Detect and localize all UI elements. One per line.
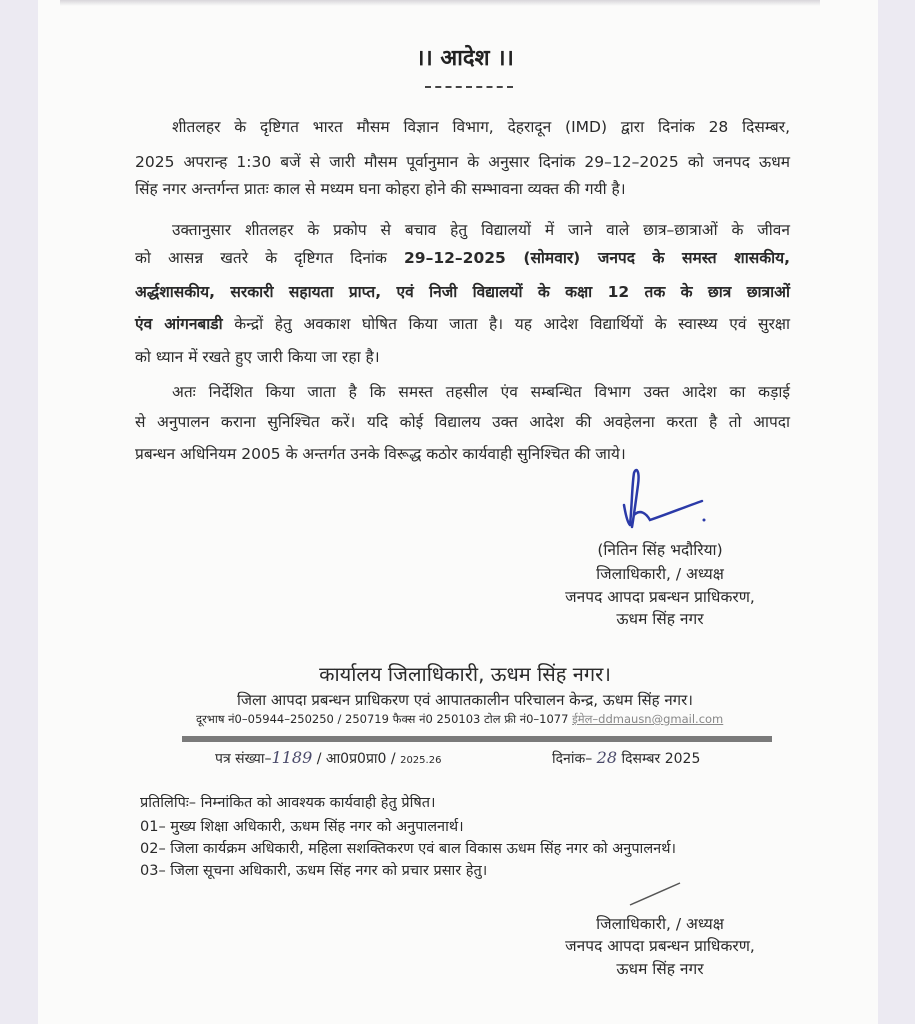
signatory-name: (नितिन सिंह भदौरिया): [597, 541, 723, 559]
paragraph3-line: से अनुपालन कराना सुनिश्चित करें। यदि कोई विद्यालय उक्त आदेश की अवहेलना करता है तो आपदा: [135, 413, 790, 431]
letter-number: [215, 748, 441, 768]
office-subtitle: जिला आपदा प्रबन्धन प्राधिकरण एवं आपातकालीन परिचालन केन्द्र, ऊधम सिंह नगर।: [237, 691, 693, 709]
paragraph2-line: अर्द्धशासकीय, सरकारी सहायता प्राप्त, एवं निजी विद्यालयों के कक्षा 12 तक के छात्र छात्राओं: [135, 283, 790, 301]
title-underline: [425, 86, 513, 88]
copy-item: 02– जिला कार्यक्रम अधिकारी, महिला सशक्तिकरण एवं बाल विकास ऊधम सिंह नगर को अनुपालनर्थ।: [140, 841, 676, 857]
signatory-designation: जिलाधिकारी, / अध्यक्ष: [596, 565, 724, 583]
paragraph3-line: प्रबन्धन अधिनियम 2005 के अन्तर्गत उनके विरूद्ध कठोर कार्यवाही सुनिश्चित की जाये।: [135, 445, 626, 463]
paragraph1-line: सिंह नगर अन्तर्गन्त प्रातः काल से मध्यम घना कोहरा होने की सम्भावना व्यक्त की गयी है।: [135, 180, 626, 198]
document-title: ।। आदेश ।।: [416, 46, 514, 71]
paragraph2-line: को ध्यान में रखते हुए जारी किया जा रहा है।: [135, 348, 380, 366]
ref-year: 2025.26: [400, 755, 442, 766]
text: को आसन्न खतरे के दृष्टिगत दिनांक: [135, 249, 405, 267]
page-edge: [60, 0, 820, 6]
contact-numbers: दूरभाष नं0–05944–250250 / 250719 फैक्स नं0 250103 टोल फ्री नं0–1077: [196, 712, 573, 726]
date-day-handwritten: 28: [596, 748, 618, 767]
bold-text: एंव आंगनबाडी: [135, 315, 223, 333]
copy-item: 01– मुख्य शिक्षा अधिकारी, ऊधम सिंह नगर को अनुपालनार्थ।: [140, 819, 464, 835]
signatory2-designation: जिलाधिकारी, / अध्यक्ष: [596, 915, 724, 933]
letter-date: [552, 748, 700, 768]
ref-number-handwritten: 1189: [271, 748, 313, 767]
signatory-place: ऊधम सिंह नगर: [616, 610, 704, 628]
office-name: कार्यालय जिलाधिकारी, ऊधम सिंह नगर।: [319, 662, 611, 686]
copy-item: 03– जिला सूचना अधिकारी, ऊधम सिंह नगर को प्रचार प्रसार हेतु।: [140, 863, 488, 879]
signatory2-authority: जनपद आपदा प्रबन्धन प्राधिकरण,: [565, 937, 755, 955]
signatory-authority: जनपद आपदा प्रबन्धन प्राधिकरण,: [565, 588, 755, 606]
date-rest: दिसम्बर 2025: [617, 751, 701, 767]
bold-text: 29–12–2025 (सोमवार) जनपद के समस्त शासकीय,: [404, 249, 790, 267]
paragraph1-line: शीतलहर के दृष्टिगत भारत मौसम विज्ञान विभाग, देहरादून (IMD) द्वारा दिनांक 28 दिसम्बर,: [172, 118, 790, 136]
paragraph2-line: [135, 246, 790, 268]
email-link[interactable]: ईमेल–ddmausn@gmail.com: [572, 712, 724, 726]
office-contact: [196, 712, 723, 727]
signature: [610, 465, 720, 535]
copy-heading: प्रतिलिपिः– निम्नांकित को आवश्यक कार्यवाही हेतु प्रेषित।: [140, 795, 436, 811]
paragraph2-line: [135, 312, 790, 334]
signatory2-place: ऊधम सिंह नगर: [616, 960, 704, 978]
paragraph3-line: अतः निर्देशित किया जाता है कि समस्त तहसील एंव सम्बन्धित विभाग उक्त आदेश का कड़ाई: [172, 383, 790, 401]
ref-code: / आ0प्र0प्रा0 /: [312, 751, 401, 767]
header-divider: [182, 736, 772, 742]
initial-mark: [625, 880, 685, 910]
paragraph1-line: 2025 अपरान्ह 1:30 बजें से जारी मौसम पूर्वानुमान के अनुसार दिनांक 29–12–2025 को जनपद ऊधम: [135, 153, 790, 171]
text: केन्द्रों हेतु अवकाश घोषित किया जाता है। यह आदेश विद्यार्थियों के स्वास्थ्य एवं सुरक्षा: [222, 315, 790, 333]
ref-label: पत्र संख्या–: [215, 751, 272, 767]
paragraph2-line: उक्तानुसार शीतलहर के प्रकोप से बचाव हेतु विद्यालयों में जाने वाले छात्र–छात्राओं के जीवन: [172, 221, 790, 239]
date-label: दिनांक–: [552, 751, 597, 767]
